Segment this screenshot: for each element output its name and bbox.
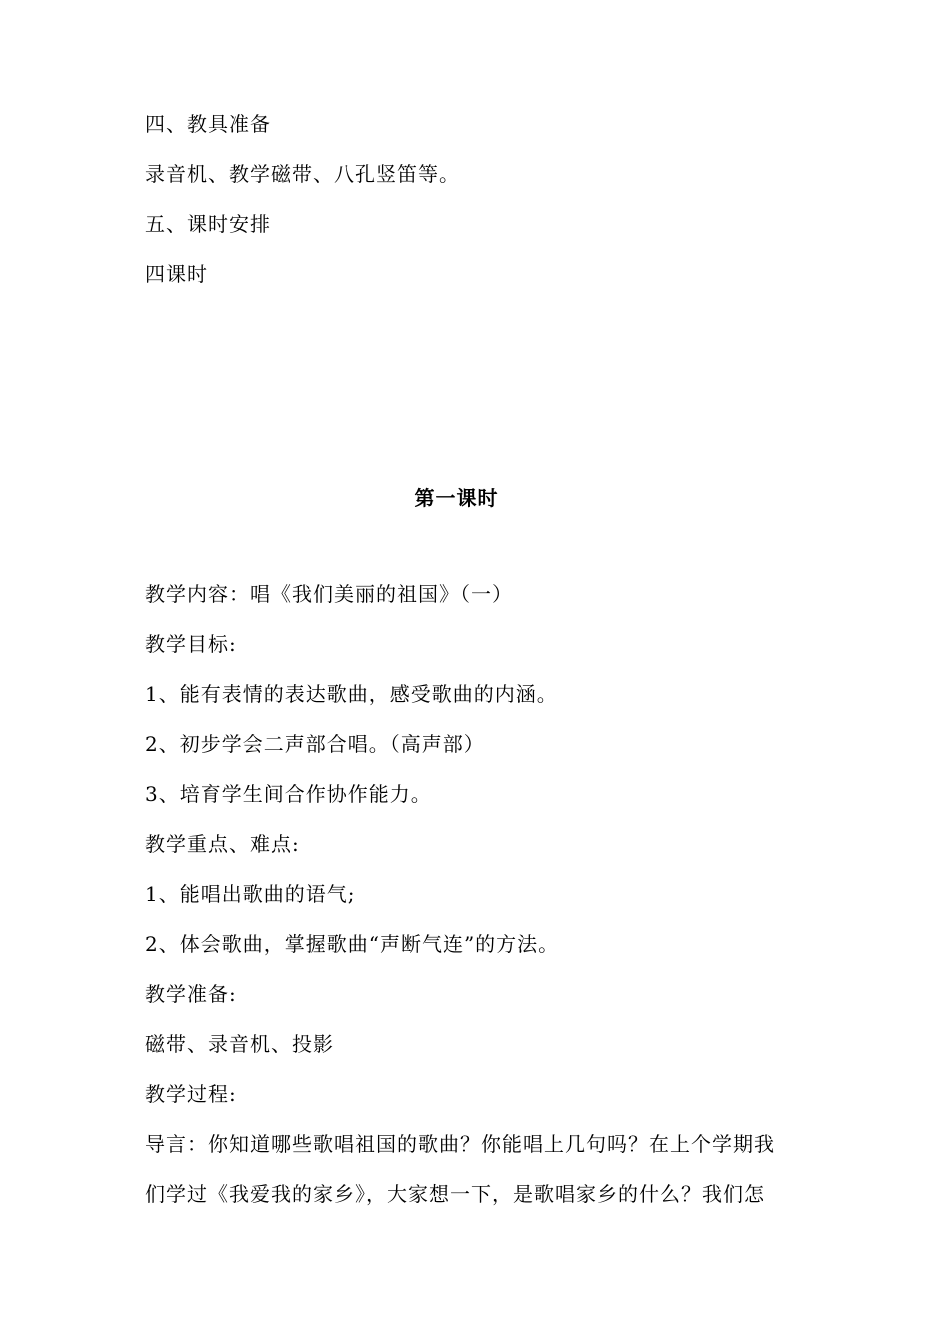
process-label: 教学过程: [145, 1082, 237, 1106]
keypoints-label: 教学重点、难点: [145, 832, 300, 856]
lesson-title: 第一课时 [414, 486, 499, 510]
section-five-heading: 五、课时安排 [145, 212, 271, 236]
objective-item: 2、初步学会二声部合唱。（高声部） [145, 732, 485, 756]
intro-line: 们学过《我爱我的家乡》，大家想一下，是歌唱家乡的什么？我们怎 [145, 1182, 765, 1206]
keypoint-item: 2、体会歌曲，掌握歌曲“声断气连”的方法。 [145, 932, 560, 956]
prep-label: 教学准备: [145, 982, 237, 1006]
objective-item: 3、培育学生间合作协作能力。 [145, 782, 432, 806]
objectives-label: 教学目标: [145, 632, 237, 656]
section-five-body: 四课时 [145, 262, 208, 286]
lesson-content: 教学内容：唱《我们美丽的祖国》（一） [145, 582, 513, 606]
prep-body: 磁带、录音机、投影 [145, 1032, 334, 1056]
objective-item: 1、能有表情的表达歌曲，感受歌曲的内涵。 [145, 682, 558, 706]
intro-line: 导言：你知道哪些歌唱祖国的歌曲？你能唱上几句吗？在上个学期我 [145, 1132, 775, 1156]
section-four-heading: 四、教具准备 [145, 112, 271, 136]
section-four-body: 录音机、教学磁带、八孔竖笛等。 [145, 162, 460, 186]
keypoint-item: 1、能唱出歌曲的语气; [145, 882, 356, 906]
